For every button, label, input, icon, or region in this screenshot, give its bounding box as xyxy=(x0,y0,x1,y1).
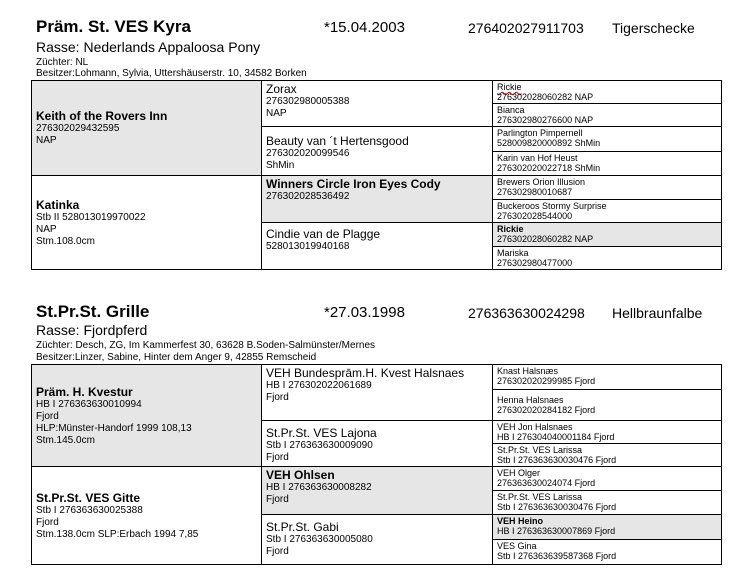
grandsire-paternal: Zorax 276302980005388 NAP xyxy=(262,81,493,127)
horse1-birth: *15.04.2003 xyxy=(324,19,405,36)
ancestor-cell: Knast Halsnæs 276302020299985 Fjord xyxy=(493,365,722,390)
horse2-rasse: Rasse: Fjordpferd xyxy=(36,322,148,338)
sire-name: Präm. H. Kvestur xyxy=(36,384,133,399)
horse2-besitzer: Besitzer:Linzer, Sabine, Hinter dem Anger 9, 42855 Remscheid xyxy=(36,352,317,363)
sire-name: Keith of the Rovers Inn xyxy=(36,109,168,124)
granddam-maternal: St.Pr.St. Gabi Stb I 276363630005080 Fjord xyxy=(262,515,493,565)
dam-cell: St.Pr.St. VES Gitte Stb I 276363630025388 Fjord Stm.138.0cm SLP:Erbach 1994 7,85 xyxy=(32,467,262,565)
horse2-color: Hellbraunfalbe xyxy=(612,305,703,321)
pedigree-table-2 xyxy=(31,364,722,565)
ancestor-cell: VEH Heino HB I 276363630007869 Fjord xyxy=(493,515,722,540)
grandsire-paternal: VEH Bundesprām.H. Kvest Halsnaes HB I 276302022061689 Fjord xyxy=(262,365,493,421)
horse1-rasse: Rasse: Nederlands Appaloosa Pony xyxy=(36,39,261,55)
granddam-maternal: Cindie van de Plagge 528013019940168 xyxy=(262,222,493,269)
horse1-id: 276402027911703 xyxy=(468,20,584,36)
ancestor-cell: Rickie 276302028060282 NAP xyxy=(493,81,722,104)
dam-name: Katinka xyxy=(36,197,80,212)
pedigree-table-1 xyxy=(31,80,722,270)
ancestor-cell: VEH Jon Halsnaes HB I 276304040001184 Fjord xyxy=(493,421,722,444)
ancestor-cell: Karin van Hof Heust 276302020022718 ShMin xyxy=(493,152,722,176)
ancestor-cell: Henna Halsnaes 276302020284182 Fjord xyxy=(493,390,722,421)
sire-cell: Präm. H. Kvestur HB I 276363630010994 Fjord HLP:Münster-Handorf 1999 108,13 Stm.145.0cm xyxy=(32,365,262,467)
horse1-zuechter: Züchter: NL xyxy=(36,57,89,68)
ancestor-cell: Rickie 276302028060282 NAP xyxy=(493,222,722,246)
ancestor-cell: VEH Olger 276363630024074 Fjord xyxy=(493,467,722,491)
ancestor-cell: Bianca 276302980276600 NAP xyxy=(493,104,722,127)
horse1-besitzer: Besitzer:Lohmann, Sylvia, Uttershäuserstr. 10, 34582 Borken xyxy=(36,68,307,79)
horse1-title: Präm. St. VES Kyra xyxy=(36,17,191,36)
horse2-id: 276363630024298 xyxy=(468,305,585,321)
ancestor-cell: Mariska 276302980477000 xyxy=(493,246,722,269)
ancestor-cell: Parlington Pimpernell 528009820000892 ShMin xyxy=(493,127,722,152)
granddam-paternal: Beauty van ´t Hertensgood 276302020099546 ShMin xyxy=(262,127,493,176)
dam-cell: Katinka Stb II 528013019970022 NAP Stm.108.0cm xyxy=(32,176,262,270)
horse2-zuechter: Züchter: Desch, ZG, Im Kammerfest 30, 63628 B.Soden-Salmünster/Mernes xyxy=(36,340,376,351)
ancestor-cell: Brewers Orion Illusion 276302980010687 xyxy=(493,176,722,199)
ancestor-cell: St.Pr.St. VES Larissa Stb I 276363630030476 Fjord xyxy=(493,491,722,515)
grandsire-maternal: VEH Ohlsen HB I 276363630008282 Fjord xyxy=(262,467,493,515)
dam-name: St.Pr.St. VES Gitte xyxy=(36,490,141,505)
grandsire-maternal: Winners Circle Iron Eyes Cody 276302028536492 xyxy=(262,176,493,222)
ancestor-cell: Buckeroos Stormy Surprise 276302028544000 xyxy=(493,199,722,222)
sire-cell: Keith of the Rovers Inn 276302029432595 NAP xyxy=(32,81,262,176)
horse2-title: St.Pr.St. Grille xyxy=(36,302,150,321)
granddam-paternal: St.Pr.St. VES Lajona Stb I 276363630009090 Fjord xyxy=(262,421,493,467)
horse1-color: Tigerschecke xyxy=(612,20,695,36)
ancestor-cell: St.Pr.St. VES Larissa Stb I 276363630030476 Fjord xyxy=(493,444,722,467)
horse2-birth: *27.03.1998 xyxy=(324,304,405,321)
ancestor-cell: VES Gina Stb I 276363639587368 Fjord xyxy=(493,540,722,565)
